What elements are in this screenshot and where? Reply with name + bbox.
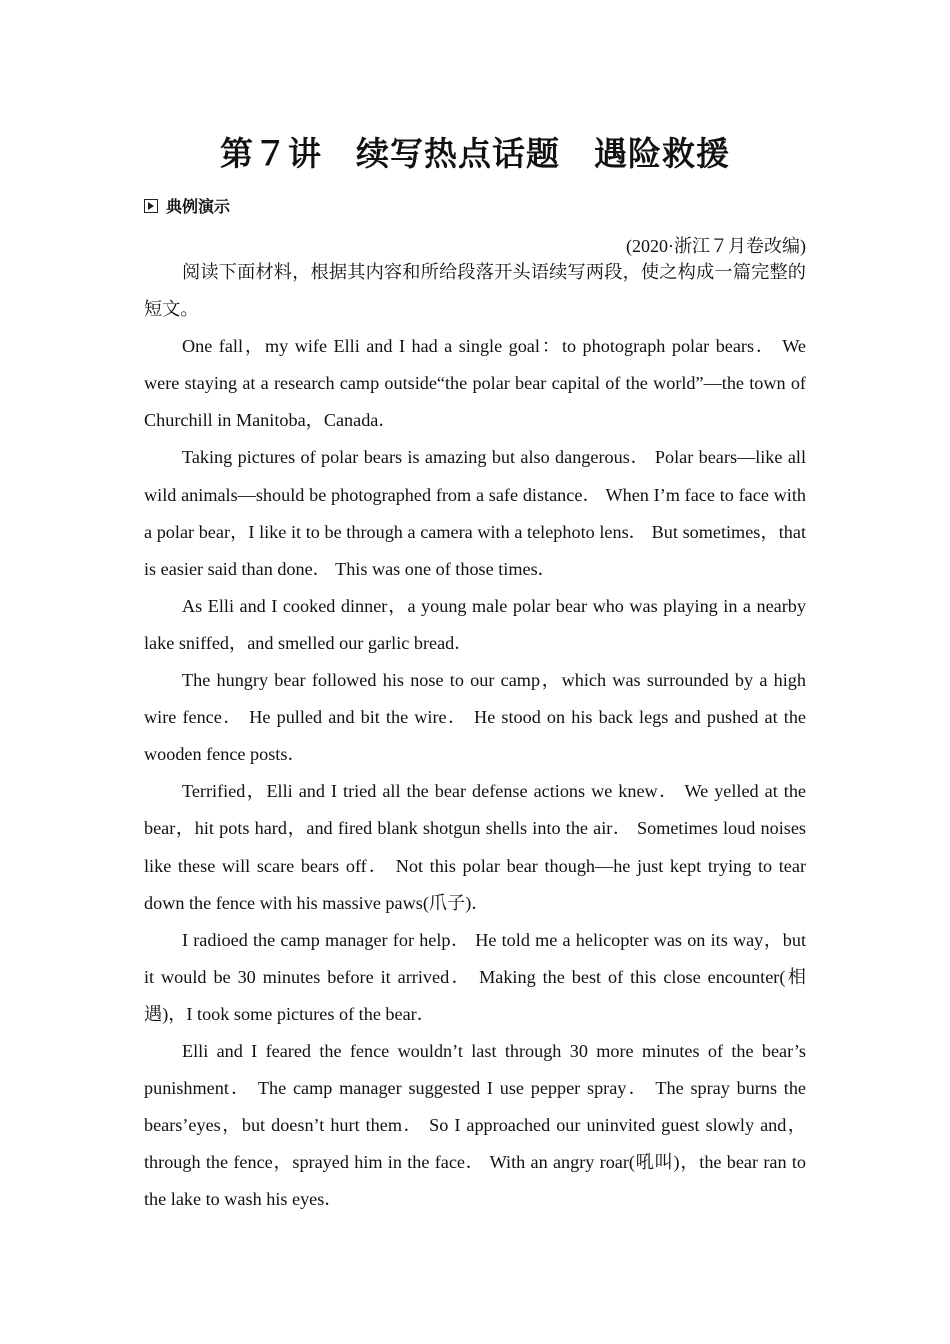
instruction-paragraph: 阅读下面材料，根据其内容和所给段落开头语续写两段，使之构成一篇完整的短文。 [144, 262, 806, 320]
story-paragraph: Elli and I feared the fence wouldn’t last through 30 more minutes of the bear’s punishment． The camp manager suggested I use pepper spray． The spray burns the bears’eyes，but doesn’t hurt them． So I approached our uninvited guest slowly and，through the fence，sprayed him in the face． With an angry roar(吼叫)，the bear ran to the lake to wash his eyes． [144, 1040, 806, 1210]
section-label: 典例演示 [166, 197, 231, 216]
play-triangle-icon [144, 199, 158, 213]
story-paragraph: Terrified，Elli and I tried all the bear defense actions we knew． We yelled at the bear，hit pots hard，and fired blank shotgun shells into the air． Sometimes loud noises like these will scare bears off． Not this polar bear though—he just kept trying to tear down the fence with his massive paws(爪子)． [144, 781, 806, 913]
story-paragraph: The hungry bear followed his nose to our camp，which was surrounded by a high wire fence． He pulled and bit the wire． He stood on his back legs and pushed at the wooden fence posts． [144, 670, 806, 765]
story-paragraph: I radioed the camp manager for help． He told me a helicopter was on its way，but it would be 30 minutes before it arrived． Making the best of this close encounter(相遇)，I took some pictures of the bear． [144, 929, 806, 1024]
story-paragraph: Taking pictures of polar bears is amazing but also dangerous． Polar bears—like all wild animals—should be photographed from a safe distance． When I’m face to face with a polar bear，I like it to be through a camera with a telephoto lens． But sometimes，that is easier said than done． This was one of those times． [144, 447, 806, 579]
page-title: 第７讲 续写热点话题 遇险救援 [220, 134, 730, 173]
story-paragraph: As Elli and I cooked dinner，a young male polar bear who was playing in a nearby lake sniffed，and smelled our garlic bread． [144, 595, 806, 653]
source-note: (2020·浙江７月卷改编) [626, 236, 806, 256]
section-heading [144, 194, 230, 217]
story-paragraph: One fall，my wife Elli and I had a single goal：to photograph polar bears． We were staying at a research camp outside“the polar bear capital of the world”—the town of Churchill in Manitoba，Canada． [144, 336, 806, 431]
article-body [144, 254, 806, 1218]
